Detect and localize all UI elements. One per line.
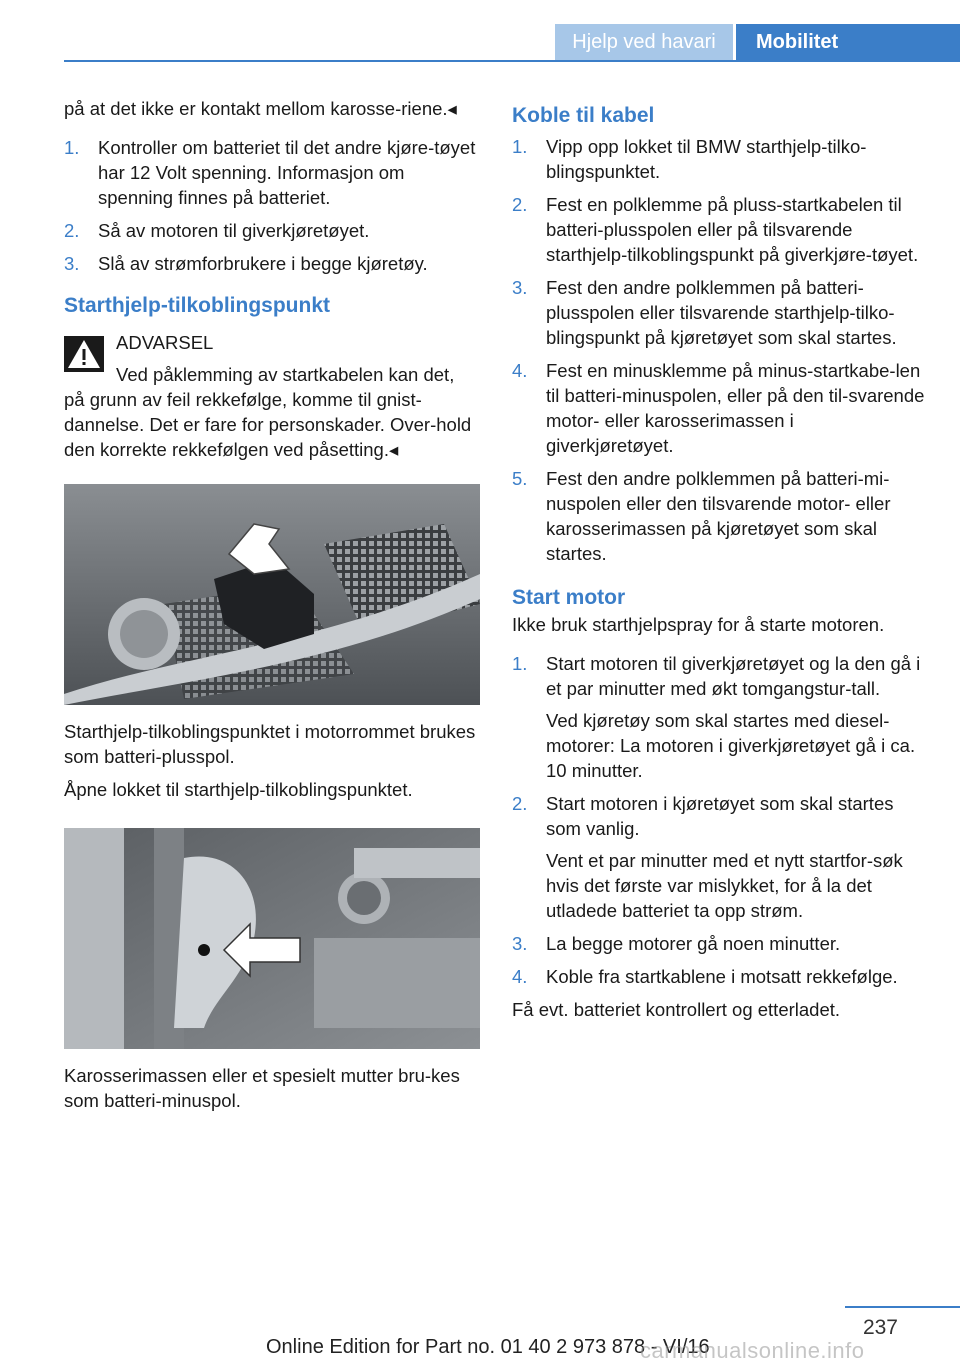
list-item [512,275,926,350]
section-heading: Starthjelp-tilkoblingspunkt [64,294,330,317]
prep-steps-list [64,135,480,276]
warning-text-first-line: Ved påklemming av startkabelen kan det, [116,364,455,385]
start-intro: Ikke bruk starthjelpspray for å starte motoren. [512,614,885,635]
chapter-tab[interactable]: Mobilitet [736,24,960,60]
warning-text: på grunn av feil rekkefølge, komme til gnist-dannelse. Det er fare for personskader. Over-hold den korrekte rekkefølgen ved påsetting.◂ [64,389,472,460]
step-number: 3. [512,933,528,954]
header-rule [64,60,960,62]
engine-bay-photo-minus-terminal [64,828,480,1049]
engine-bay-photo-plus-terminal [64,484,480,705]
list-item [64,135,480,210]
step-text: Kontroller om batteriet til det andre kjøre-tøyet har 12 Volt spenning. Informasjon om spenning finnes på batteriet. [98,137,476,208]
page-number: 237 [862,1316,898,1339]
list-item [512,651,926,783]
step-text: Start motoren til giverkjøretøyet og la den gå i et par minutter med økt tomgangstur-tall. [546,653,921,699]
list-item [512,931,926,956]
closing-note: Få evt. batteriet kontrollert og etterladet. [512,999,841,1020]
step-number: 3. [64,253,80,274]
section-heading-connect-cable: Koble til kabel [512,104,655,127]
step-text: La begge motorer gå noen minutter. [546,933,841,954]
step-text: Så av motoren til giverkjøretøyet. [98,220,370,241]
step-note: Ved kjøretøy som skal startes med diesel-motorer: La motoren i giverkjøretøyet gå i ca. 10 minutter. [546,710,916,781]
list-item [512,358,926,458]
start-steps-list [512,651,926,989]
list-item [512,192,926,267]
photo-caption-minus-terminal: Karosserimassen eller et spesielt mutter bru-kes som batteri-minuspol. [64,1065,460,1111]
step-number: 2. [64,220,80,241]
edition-info: Online Edition for Part no. 01 40 2 973 878 - VI/16 [266,1336,710,1358]
step-number: 1. [64,137,80,158]
step-number: 2. [512,793,528,814]
warning-title: ADVARSEL [116,332,214,353]
section-tab[interactable]: Hjelp ved havari [555,24,733,60]
watermark: carmanualsonline.info [640,1338,865,1362]
section-heading-start-engine: Start motor [512,586,626,609]
step-number: 2. [512,194,528,215]
step-text: Koble fra startkablene i motsatt rekkefølge. [546,966,898,987]
list-item [512,791,926,923]
step-number: 1. [512,136,528,157]
step-number: 5. [512,468,528,489]
intro-text: på at det ikke er kontakt mellom karosse-riene.◂ [64,98,457,119]
left-column [64,96,480,1121]
list-item [512,134,926,184]
step-number: 3. [512,277,528,298]
step-note: Vent et par minutter med et nytt startfor-søk hvis det første var mislykket, for å la det utladede batteriet ta opp strøm. [546,850,903,921]
step-text: Vipp opp lokket til BMW starthjelp-tilko-blingspunktet. [546,136,867,182]
right-column [512,96,926,1030]
step-text: Fest den andre polklemmen på batteri-plusspolen eller tilsvarende starthjelp-tilko-blingspunkt på kjøretøyet som skal startes. [546,277,897,348]
footer-rule [845,1306,960,1308]
step-number: 4. [512,966,528,987]
step-number: 4. [512,360,528,381]
list-item [64,218,480,243]
photo-caption-plus-terminal: Starthjelp-tilkoblingspunktet i motorrommet brukes som batteri-plusspol. [64,721,476,767]
step-text: Fest den andre polklemmen på batteri-mi-nuspolen eller den tilsvarende motor- eller karosserimassen på kjøretøyet som skal startes. [546,468,891,564]
step-number: 1. [512,653,528,674]
warning-block [64,330,480,462]
step-text: Fest en polklemme på pluss-startkabelen til batteri-plusspolen eller på tilsvarende starthjelp-tilkoblingspunkt på giverkjøre-tøyet. [546,194,919,265]
step-text: Slå av strømforbrukere i begge kjøretøy. [98,253,428,274]
page-header [0,0,960,62]
cable-steps-list [512,134,926,566]
step-text: Fest en minusklemme på minus-startkabe-len til batteri-minuspolen, eller på den til-svarende motor- eller karosserimassen i giverkjøretøyet. [546,360,925,456]
step-text: Start motoren i kjøretøyet som skal startes som vanlig. [546,793,894,839]
instruction-open-cover: Åpne lokket til starthjelp-tilkoblingspunktet. [64,779,413,800]
list-item [512,466,926,566]
list-item [512,964,926,989]
list-item [64,251,480,276]
warning-triangle-icon [64,336,104,372]
